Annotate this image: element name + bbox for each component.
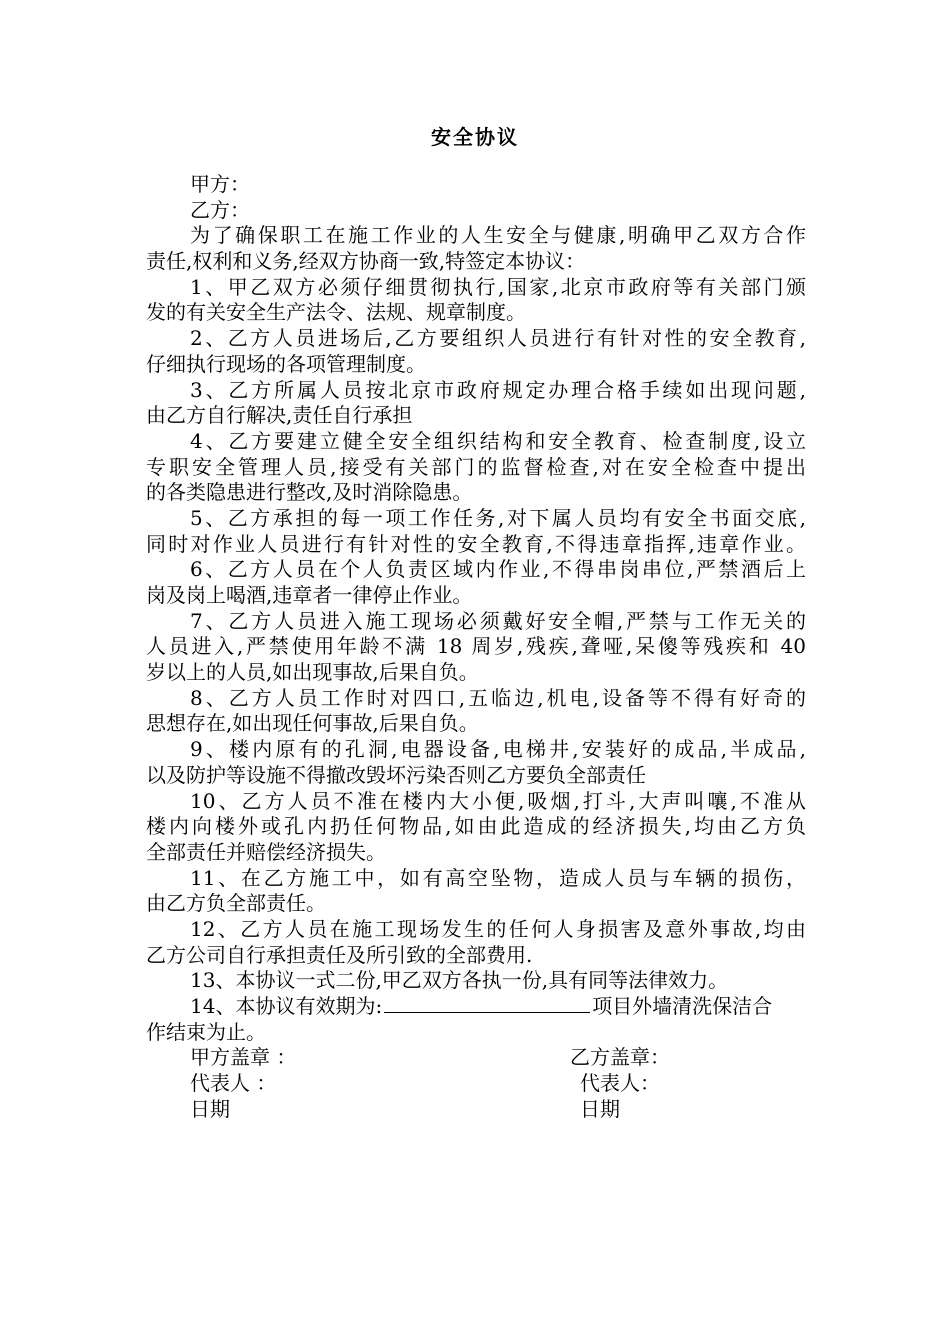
clause-11-line-2: 由乙方负全部责任。	[146, 891, 326, 916]
party-b-representative-label: 代表人：	[580, 1071, 660, 1096]
document-title: 安全协议	[431, 125, 519, 149]
clause-8-line-2: 思想存在,如出现任何事故,后果自负。	[146, 711, 479, 736]
clause-4-line-1: 4、乙方要建立健全安全组织结构和安全教育、检查制度,设立	[190, 428, 806, 453]
clause-14-prefix: 14、本协议有效期为:	[190, 994, 383, 1018]
party-a-seal-label: 甲方盖章 ：	[190, 1045, 297, 1070]
clause-14-line-1	[146, 994, 806, 1020]
clause-5-line-2: 同时对作业人员进行有针对性的安全教育,不得违章指挥,违章作业。	[146, 531, 806, 556]
clause-4-line-2: 专职安全管理人员,接受有关部门的监督检查,对在安全检查中提出	[146, 454, 806, 479]
clause-4-line-3: 的各类隐患进行整改,及时消除隐患。	[146, 480, 473, 505]
clause-12-line-1: 12、乙方人员在施工现场发生的任何人身损害及意外事故,均由	[190, 916, 806, 941]
party-a-label: 甲方：	[190, 172, 250, 196]
party-a-representative-label: 代表人 ：	[190, 1071, 277, 1096]
intro-line-1: 为了确保职工在施工作业的人生安全与健康,明确甲乙双方合作	[190, 223, 806, 248]
clause-9-line-1: 9、楼内原有的孔洞,电器设备,电梯井,安装好的成品,半成品,	[190, 737, 806, 762]
signature-row-rep	[146, 1071, 806, 1097]
clause-14-line-2: 作结束为止。	[146, 1019, 266, 1044]
clause-8-line-1: 8、乙方人员工作时对四口,五临边,机电,设备等不得有好奇的	[190, 685, 806, 710]
clause-1-line-1: 1、甲乙双方必须仔细贯彻执行,国家,北京市政府等有关部门颁	[190, 274, 806, 299]
clause-10-line-1: 10、乙方人员不准在楼内大小便,吸烟,打斗,大声叫嚷,不准从	[190, 788, 806, 813]
clause-6-line-2: 岗及岗上喝酒,违章者一律停止作业。	[146, 583, 473, 607]
clause-2-line-1: 2、乙方人员进场后,乙方要组织人员进行有针对性的安全教育,	[190, 326, 806, 351]
party-a-date-label: 日期	[190, 1096, 230, 1121]
party-b-date-label: 日期	[580, 1096, 620, 1121]
clause-13-line-1: 13、本协议一式二份,甲乙双方各执一份,具有同等法律效力。	[190, 968, 729, 993]
clause-7-line-3: 岁以上的人员,如出现事故,后果自负。	[146, 660, 479, 685]
clause-12-line-2: 乙方公司自行承担责任及所引致的全部费用.	[146, 942, 533, 967]
party-b-seal-label: 乙方盖章：	[570, 1045, 670, 1070]
clause-11-line-1: 11、在乙方施工中，如有高空坠物，造成人员与车辆的损伤，	[190, 865, 806, 890]
intro-line-2: 责任,权利和义务,经双方协商一致,特签定本协议：	[146, 249, 586, 274]
signature-row-seal	[146, 1045, 806, 1071]
clause-6-line-1: 6、乙方人员在个人负责区域内作业,不得串岗串位,严禁酒后上	[190, 557, 806, 582]
validity-blank-line	[384, 994, 590, 1013]
clause-7-line-2: 人员进入,严禁使用年龄不满 18 周岁,残疾,聋哑,呆傻等残疾和 40	[146, 634, 806, 659]
document-body	[146, 172, 806, 1122]
clause-3-line-1: 3、乙方所属人员按北京市政府规定办理合格手续如出现问题,	[190, 377, 806, 402]
clause-3-line-2: 由乙方自行解决,责任自行承担	[146, 403, 413, 428]
clause-1-line-2: 发的有关安全生产法令、法规、规章制度。	[146, 300, 526, 325]
clause-5-line-1: 5、乙方承担的每一项工作任务,对下属人员均有安全书面交底,	[190, 505, 806, 530]
clause-2-line-2: 仔细执行现场的各项管理制度。	[146, 351, 426, 376]
clause-10-line-3: 全部责任并赔偿经济损失。	[146, 839, 386, 864]
clause-10-line-2: 楼内向楼外或孔内扔任何物品,如由此造成的经济损失,均由乙方负	[146, 814, 806, 839]
party-b-label: 乙方：	[190, 197, 250, 222]
clause-7-line-1: 7、乙方人员进入施工现场必须戴好安全帽,严禁与工作无关的	[190, 608, 806, 633]
clause-9-line-2: 以及防护等设施不得撤改毁坏污染否则乙方要负全部责任	[146, 762, 646, 787]
clause-14-suffix: 项目外墙清洗保洁合	[592, 994, 773, 1018]
signature-row-date	[146, 1097, 806, 1123]
